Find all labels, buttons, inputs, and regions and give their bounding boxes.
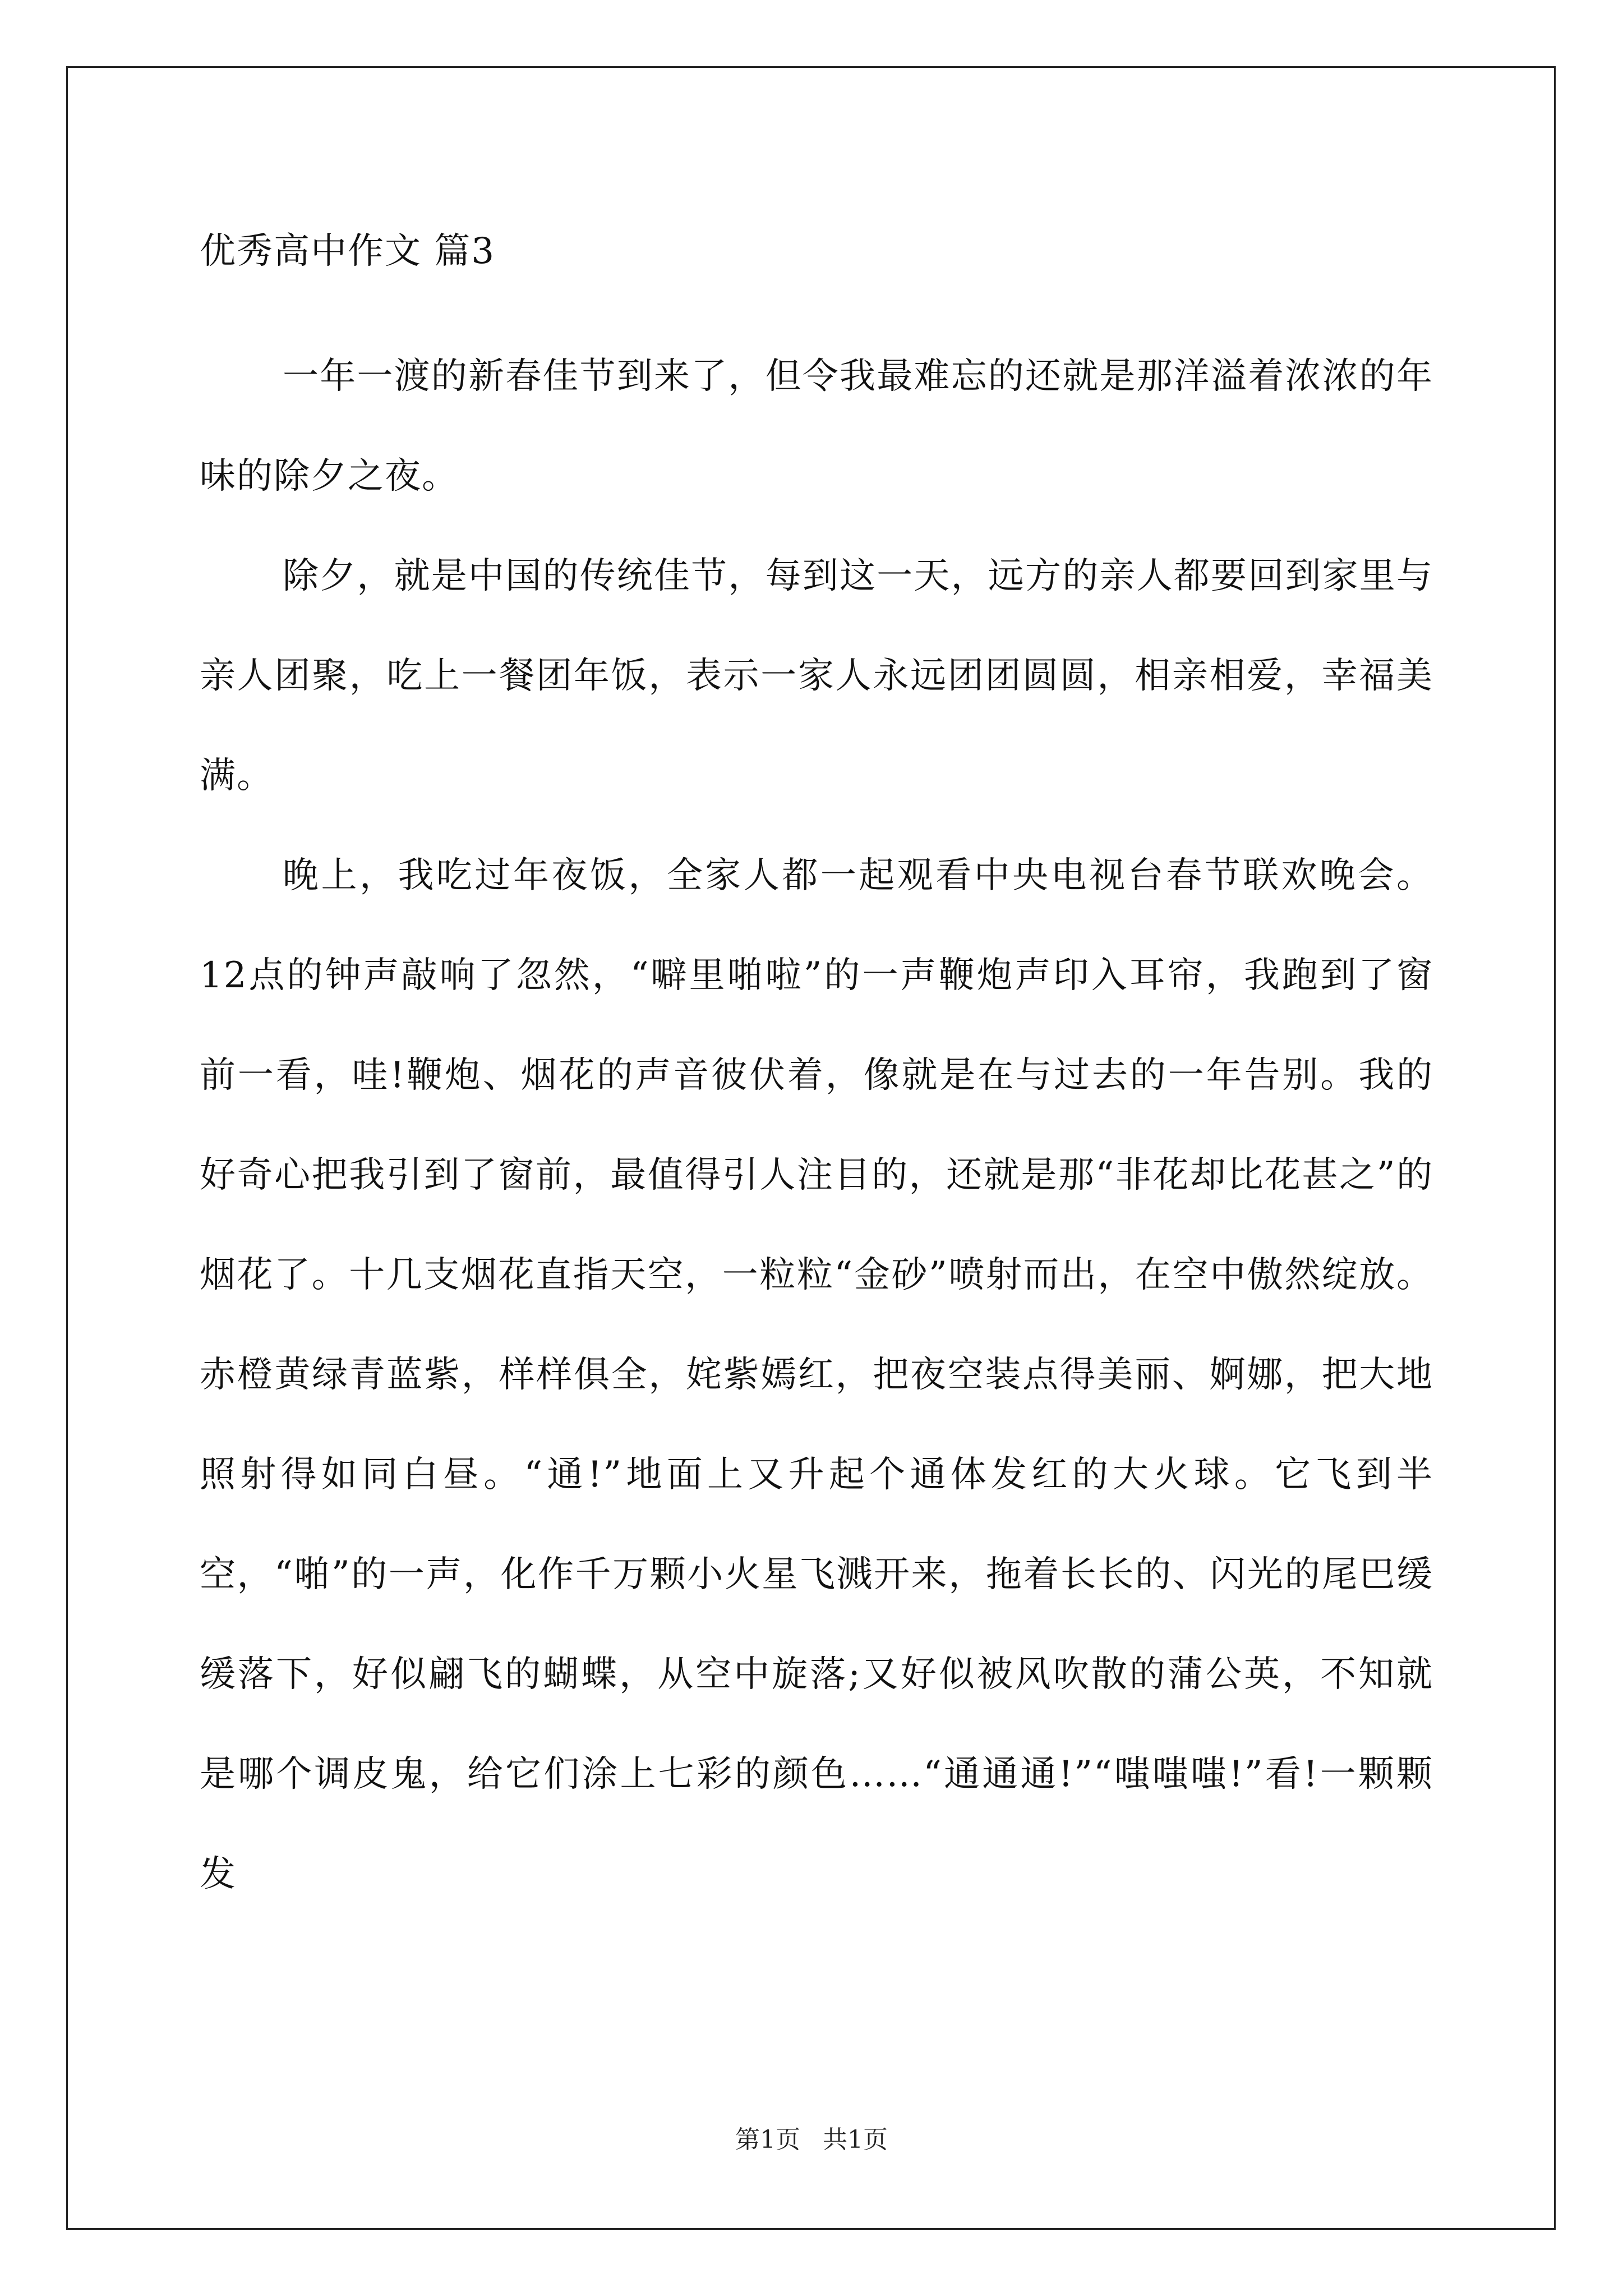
- paragraph-2: 除夕，就是中国的传统佳节，每到这一天，远方的亲人都要回到家里与亲人团聚，吃上一餐团年饭，表示一家人永远团团圆圆，相亲相爱，幸福美满。: [200, 555, 1433, 797]
- page-number-total: 共1页: [823, 2125, 888, 2154]
- paragraph-1: 一年一渡的新春佳节到来了，但令我最难忘的还就是那洋溢着浓浓的年味的除夕之夜。: [200, 356, 1433, 497]
- document-title: 优秀高中作文 篇3: [200, 231, 496, 272]
- page-number-current: 第1页: [735, 2125, 800, 2154]
- document-body: [200, 224, 1433, 1924]
- paragraph-3: 晚上，我吃过年夜饭，全家人都一起观看中央电视台春节联欢晚会。12点的钟声敲响了忽然，“噼里啪啦”的一声鞭炮声印入耳帘，我跑到了窗前一看，哇!鞭炮、烟花的声音彼伏着，像就是在与过去的一年告别。我的好奇心把我引到了窗前，最值得引人注目的，还就是那“非花却比花甚之”的烟花了。十几支烟花直指天空，一粒粒“金砂”喷射而出，在空中傲然绽放。赤橙黄绿青蓝紫，样样俱全，姹紫嫣红，把夜空装点得美丽、婀娜，把大地照射得如同白昼。“通!”地面上又升起个通体发红的大火球。它飞到半空，“啪”的一声，化作千万颗小火星飞溅开来，拖着长长的、闪光的尾巴缓缓落下，好似翩飞的蝴蝶，从空中旋落;又好似被风吹散的蒲公英，不知就是哪个调皮鬼，给它们涂上七彩的颜色……“通通通!”“嗤嗤嗤!”看!一颗颗发: [200, 855, 1433, 1895]
- page-footer: [0, 2123, 1623, 2157]
